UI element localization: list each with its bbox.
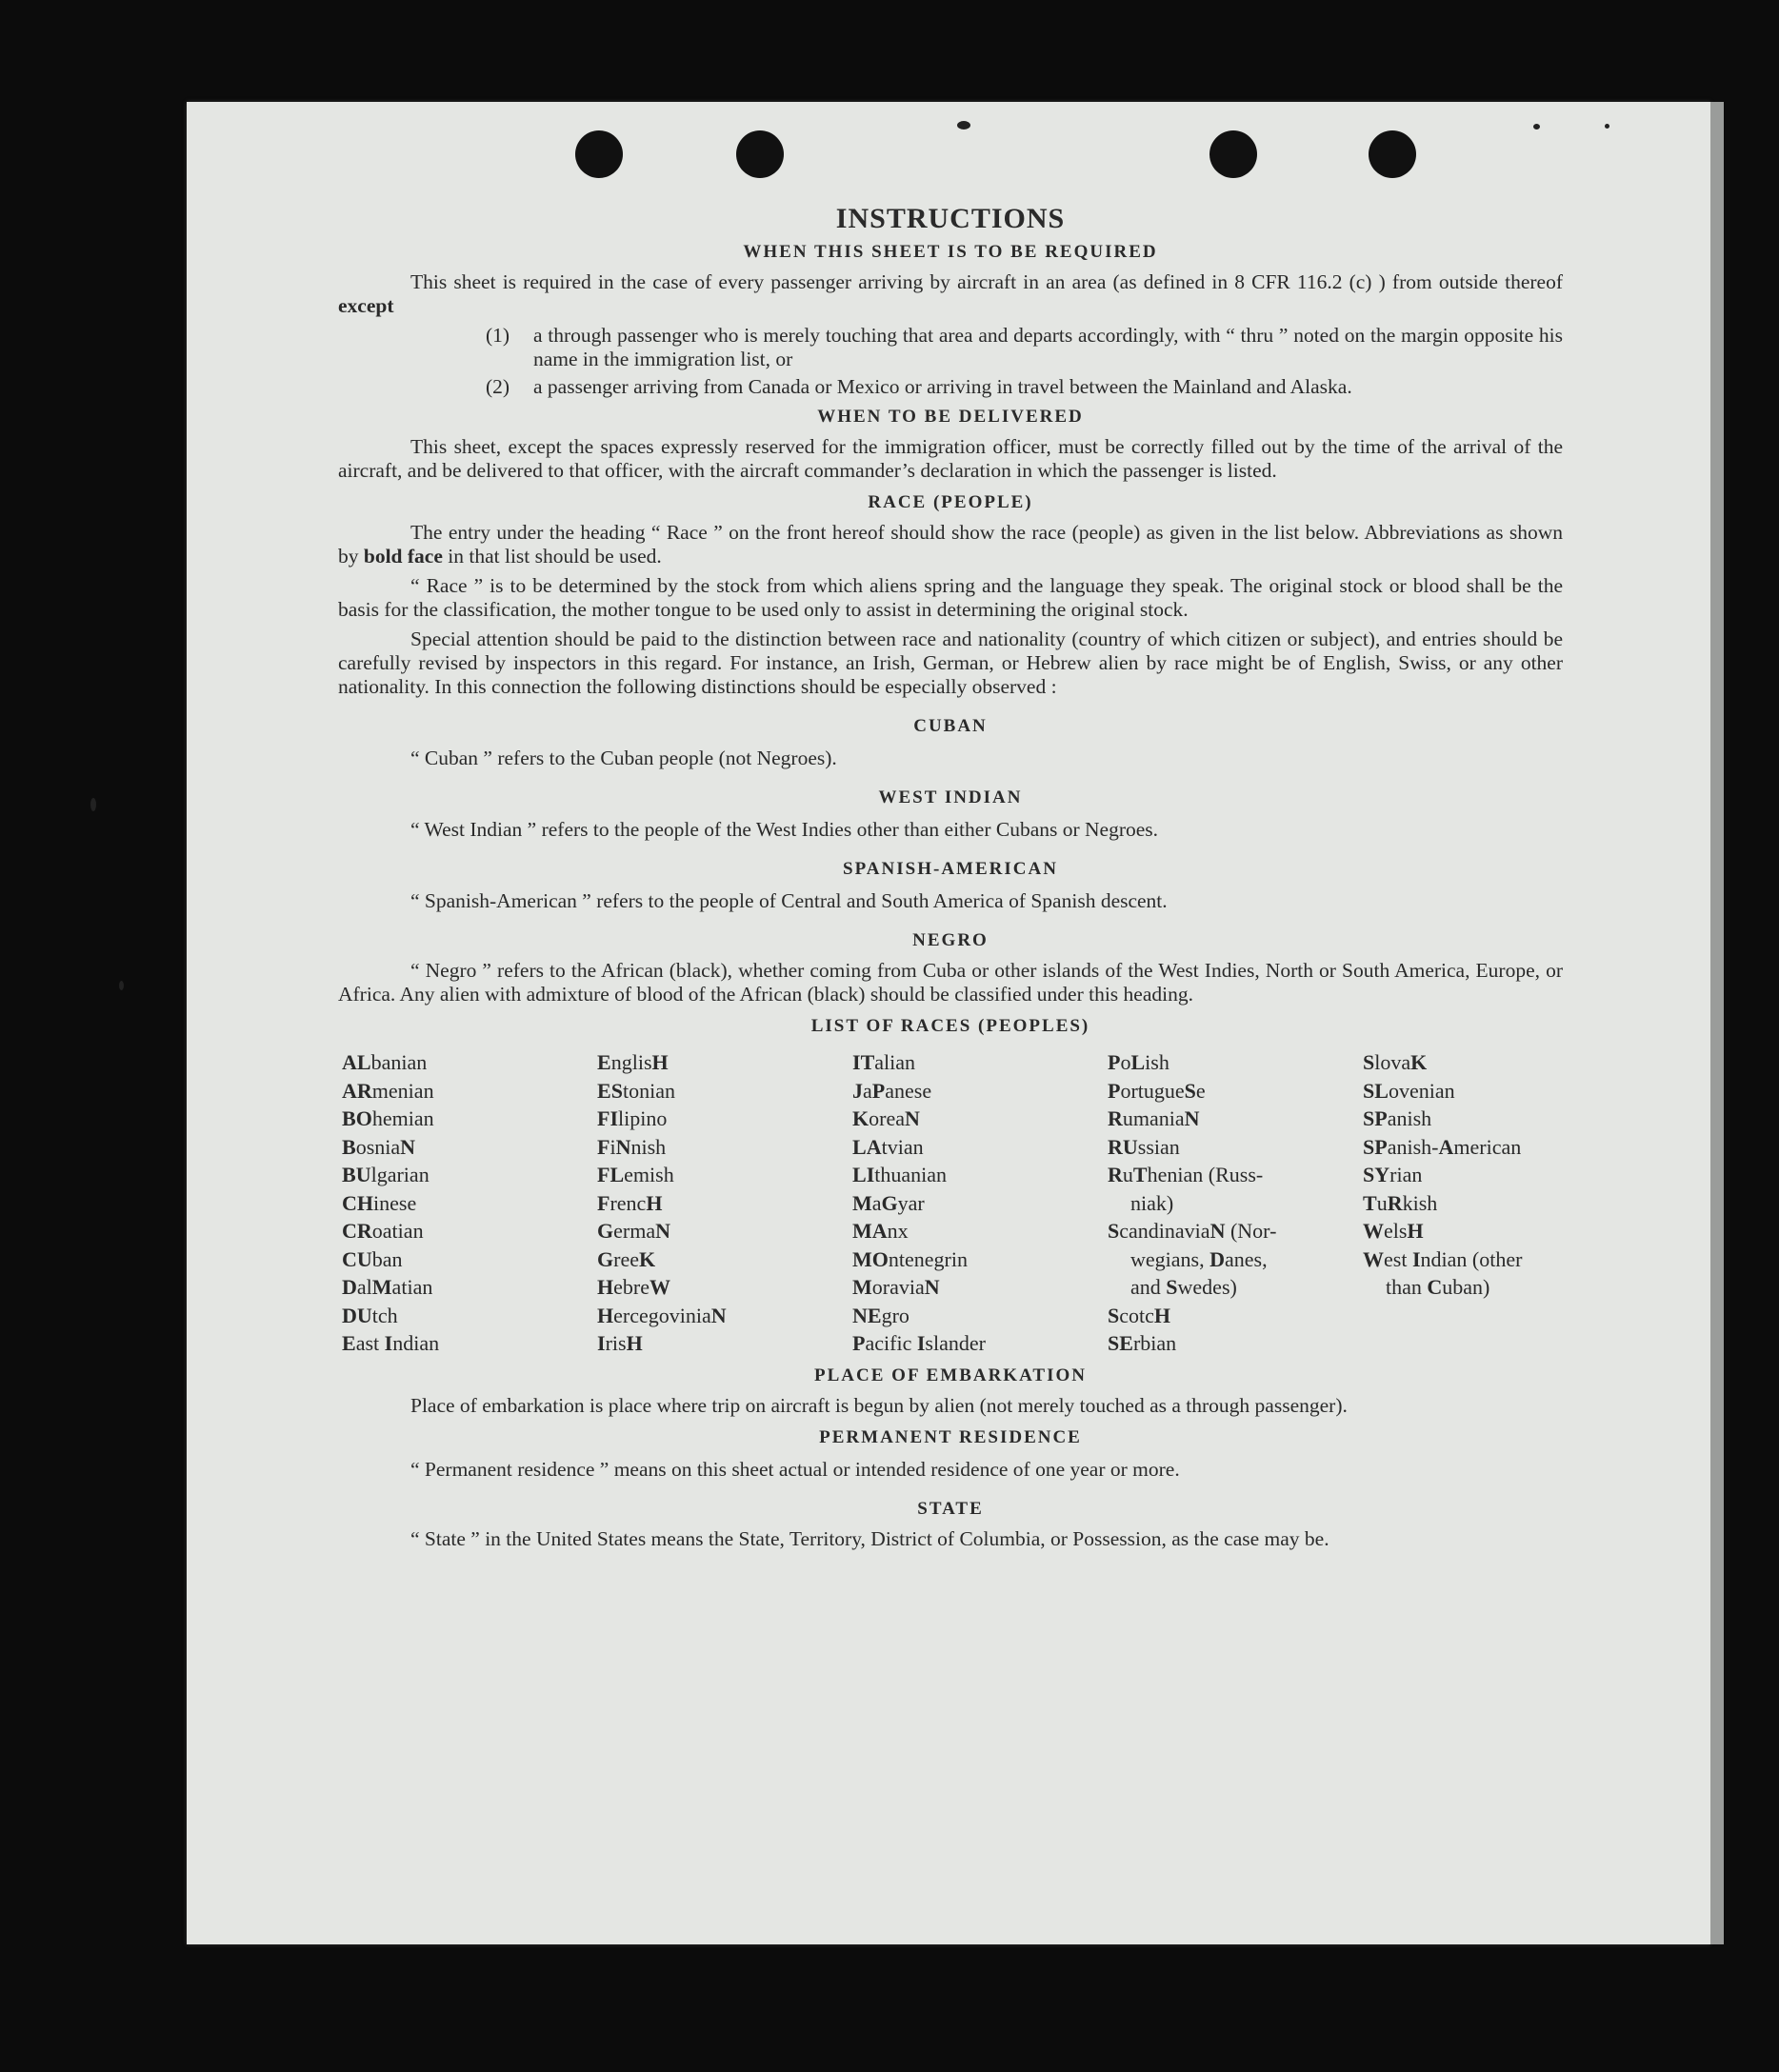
section-heading-list-of-races: LIST OF RACES (PEOPLES) bbox=[810, 1016, 1090, 1036]
race-entry: SLovenian bbox=[1363, 1078, 1455, 1103]
races-column bbox=[852, 1048, 1108, 1358]
punch-hole bbox=[736, 130, 784, 178]
section-heading-required: WHEN THIS SHEET IS TO BE REQUIRED bbox=[743, 242, 1158, 262]
race-entry: SYrian bbox=[1363, 1163, 1423, 1186]
west-indian-definition: “ West Indian ” refers to the people of the West Indies other than either Cubans or Negroes. bbox=[410, 818, 1159, 841]
race-entry: DUtch bbox=[342, 1303, 398, 1327]
section-heading-delivered: WHEN TO BE DELIVERED bbox=[817, 407, 1084, 427]
race-entry: JaPanese bbox=[852, 1078, 932, 1103]
race-paragraph-2: “ Race ” is to be determined by the stock from which aliens spring and the language they speak. The original stock or blood shall be the basis for the classification, the mother tongue to be used only to assist in determining the original stock. bbox=[338, 574, 1563, 621]
punch-hole bbox=[1369, 130, 1416, 178]
instructions-content bbox=[338, 200, 1563, 1557]
race-entry: SErbian bbox=[1108, 1331, 1177, 1355]
race-entry: IrisH bbox=[597, 1331, 643, 1355]
race-entry: ScandinaviaN (Nor- bbox=[1108, 1219, 1277, 1243]
section-heading-race: RACE (PEOPLE) bbox=[868, 492, 1033, 512]
race-entry: than Cuban) bbox=[1386, 1275, 1490, 1299]
speck bbox=[1533, 124, 1540, 130]
race-entry: FIlipino bbox=[597, 1106, 668, 1130]
punch-hole bbox=[1209, 130, 1257, 178]
race-entry: ALbanian bbox=[342, 1050, 428, 1074]
race-entry: ITalian bbox=[852, 1050, 916, 1074]
negro-definition: “ Negro ” refers to the African (black), whether coming from Cuba or other islands of the West Indies, North or South America, Europe, or Africa. Any alien with admixture of blood of the African (black) should be classified under this heading. bbox=[338, 959, 1563, 1006]
race-entry: BUlgarian bbox=[342, 1163, 430, 1186]
race-entry: ScotcH bbox=[1108, 1303, 1171, 1327]
race-entry: MaGyar bbox=[852, 1190, 925, 1215]
race-entry: BOhemian bbox=[342, 1106, 434, 1130]
race-entry: East Indian bbox=[342, 1331, 440, 1355]
delivered-text: This sheet, except the spaces expressly reserved for the immigration officer, must be correctly filled out by the time of the arrival of the aircraft, and be delivered to that officer, with the aircraft commander’s declaration in which the passenger is listed. bbox=[338, 435, 1563, 482]
race-entry: NEgro bbox=[852, 1303, 909, 1327]
race-entry: EnglisH bbox=[597, 1050, 669, 1074]
races-column bbox=[597, 1048, 852, 1358]
section-heading-west-indian: WEST INDIAN bbox=[878, 787, 1023, 807]
punch-hole bbox=[575, 130, 623, 178]
race-entry: GreeK bbox=[597, 1246, 656, 1271]
race-entry: wegians, Danes, bbox=[1130, 1246, 1268, 1271]
race-entry: TuRkish bbox=[1363, 1190, 1438, 1215]
race-entry: West Indian (other bbox=[1363, 1246, 1523, 1271]
race-entry: EStonian bbox=[597, 1078, 675, 1103]
race-entry: SPanish-American bbox=[1363, 1134, 1522, 1159]
spanish-american-definition: “ Spanish-American ” refers to the people of Central and South America of Spanish descent. bbox=[410, 889, 1168, 912]
race-entry: FLemish bbox=[597, 1163, 674, 1186]
section-heading-cuban: CUBAN bbox=[913, 716, 988, 736]
page-title: INSTRUCTIONS bbox=[835, 203, 1066, 234]
section-heading-state: STATE bbox=[917, 1498, 984, 1519]
race-entry: MoraviaN bbox=[852, 1275, 940, 1299]
race-entry: CRoatian bbox=[342, 1219, 424, 1243]
race-paragraph-3: Special attention should be paid to the distinction between race and nationality (country of which citizen or subject), and entries should be carefully revised by inspectors in this regard. For instance, an Irish, German, or Hebrew alien by race might be of English, Swiss, or any other nationality. In this connection the following distinctions should be especially observed : bbox=[338, 628, 1563, 698]
section-heading-embarkation: PLACE OF EMBARKATION bbox=[814, 1365, 1087, 1385]
race-entry: CHinese bbox=[342, 1190, 417, 1215]
race-entry: KoreaN bbox=[852, 1106, 920, 1130]
race-paragraph-1: The entry under the heading “ Race ” on the front hereof should show the race (people) as given in the list below. Abbreviations as shown by bold face in that list should be used. bbox=[338, 521, 1563, 568]
speck bbox=[90, 798, 96, 811]
race-entry: RUssian bbox=[1108, 1134, 1180, 1159]
race-entry: HercegoviniaN bbox=[597, 1303, 727, 1327]
race-entry: RuThenian (Russ- bbox=[1108, 1163, 1264, 1186]
required-item-2: (2) a passenger arriving from Canada or Mexico or arriving in travel between the Mainland and Alaska. bbox=[486, 375, 1352, 398]
race-entry: WelsH bbox=[1363, 1219, 1424, 1243]
race-entry: and Swedes) bbox=[1130, 1275, 1237, 1299]
race-entry: MAnx bbox=[852, 1219, 909, 1243]
section-heading-residence: PERMANENT RESIDENCE bbox=[819, 1426, 1082, 1447]
required-item-1: (1) a through passenger who is merely touching that area and departs accordingly, with “ thru ” noted on the margin opposite his name in the immigration list, or bbox=[486, 324, 1563, 370]
race-entry: PoLish bbox=[1108, 1050, 1169, 1074]
cuban-definition: “ Cuban ” refers to the Cuban people (not Negroes). bbox=[410, 747, 837, 769]
required-intro: This sheet is required in the case of every passenger arriving by aircraft in an area (as defined in 8 CFR 116.2 (c) ) from outside thereof except bbox=[338, 270, 1563, 317]
speck bbox=[119, 981, 124, 990]
speck bbox=[957, 121, 970, 130]
race-entry: SPanish bbox=[1363, 1106, 1432, 1130]
state-definition: “ State ” in the United States means the State, Territory, District of Columbia, or Possession, as the case may be. bbox=[410, 1526, 1329, 1550]
section-heading-spanish-american: SPANISH-AMERICAN bbox=[843, 859, 1058, 879]
race-entry: PortugueSe bbox=[1108, 1078, 1206, 1103]
race-entry: CUban bbox=[342, 1246, 403, 1271]
race-entry: RumaniaN bbox=[1108, 1106, 1200, 1130]
race-entry: Pacific Islander bbox=[852, 1331, 986, 1355]
race-entry: FrencH bbox=[597, 1190, 663, 1215]
race-entry: FiNnish bbox=[597, 1134, 667, 1159]
races-column bbox=[1363, 1048, 1567, 1358]
race-entry: LIthuanian bbox=[852, 1163, 948, 1186]
race-entry: GermaN bbox=[597, 1219, 670, 1243]
race-entry: DalMatian bbox=[342, 1275, 433, 1299]
section-heading-negro: NEGRO bbox=[912, 930, 989, 950]
race-entry: niak) bbox=[1130, 1190, 1174, 1215]
embarkation-definition: Place of embarkation is place where trip on aircraft is begun by alien (not merely touched as a through passenger). bbox=[410, 1393, 1348, 1417]
races-list bbox=[342, 1048, 1563, 1358]
race-entry: HebreW bbox=[597, 1275, 670, 1299]
races-column bbox=[1108, 1048, 1363, 1358]
residence-definition: “ Permanent residence ” means on this sheet actual or intended residence of one year or more. bbox=[410, 1457, 1180, 1481]
race-entry: BosniaN bbox=[342, 1134, 416, 1159]
race-entry: LAtvian bbox=[852, 1134, 924, 1159]
sheet-edge bbox=[1710, 102, 1724, 1944]
speck bbox=[1605, 124, 1609, 129]
races-column bbox=[342, 1048, 597, 1358]
race-entry: MOntenegrin bbox=[852, 1246, 968, 1271]
race-entry: SlovaK bbox=[1363, 1050, 1428, 1074]
race-entry: ARmenian bbox=[342, 1078, 434, 1103]
